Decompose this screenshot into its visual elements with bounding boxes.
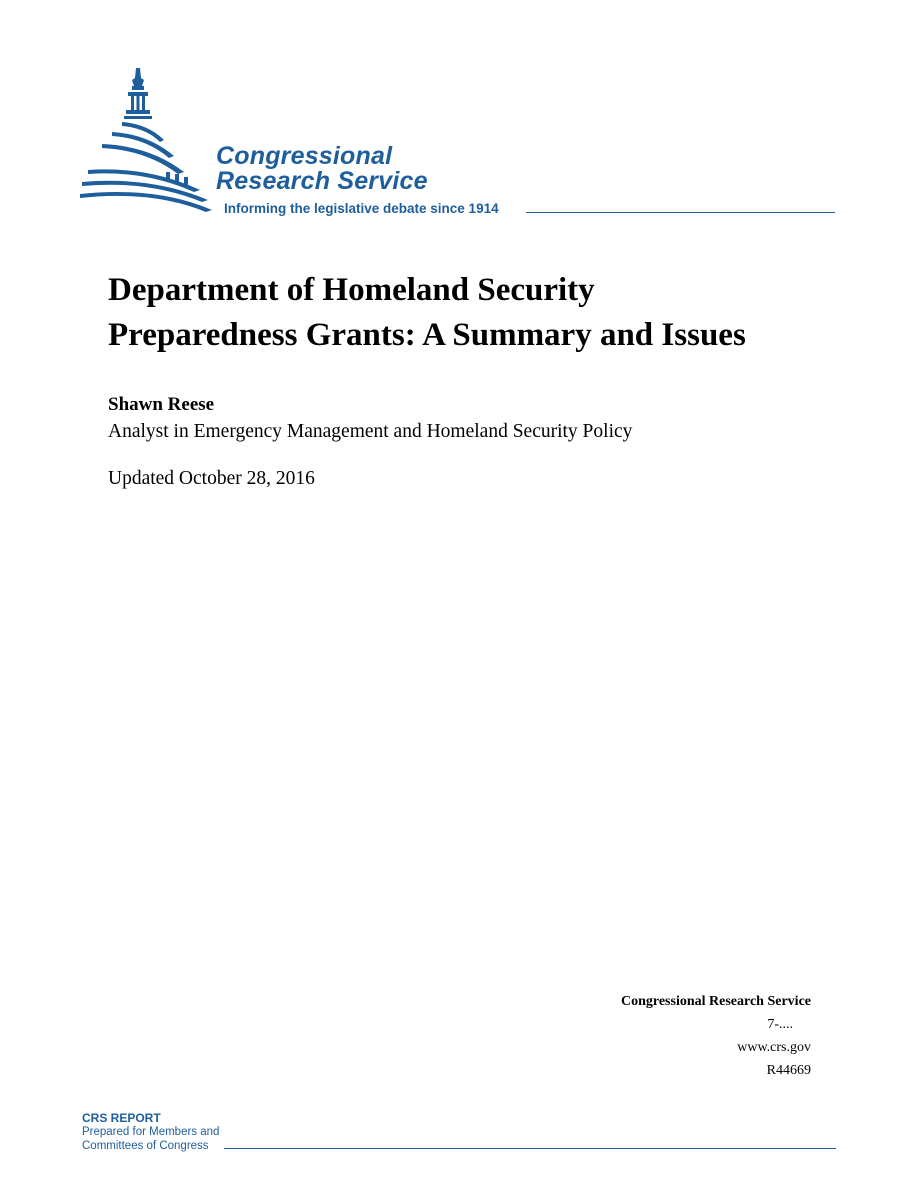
- order-code: 7-....: [767, 1017, 793, 1032]
- crs-logo: [78, 64, 838, 224]
- updated-date: Updated October 28, 2016: [108, 468, 315, 489]
- logo-rule: [526, 212, 835, 213]
- publisher-info: [621, 990, 811, 1082]
- logo-name-line1: Congressional: [216, 142, 393, 170]
- capitol-dome-icon: [78, 64, 218, 219]
- website-link[interactable]: www.crs.gov: [737, 1040, 811, 1055]
- logo-wordmark: [216, 144, 428, 194]
- footer-heading: CRS REPORT: [82, 1111, 161, 1125]
- footer-line2: Committees of Congress: [82, 1140, 209, 1152]
- report-number: R44669: [766, 1063, 811, 1078]
- footer-rule: [224, 1148, 836, 1149]
- logo-name-line2: Research Service: [216, 167, 428, 195]
- crs-report-footer: [82, 1111, 842, 1161]
- report-title-line1: Department of Homeland Security: [108, 272, 595, 308]
- footer-line1: Prepared for Members and: [82, 1126, 220, 1138]
- author-role: Analyst in Emergency Management and Homeland Security Policy: [108, 421, 633, 442]
- author-name: Shawn Reese: [108, 394, 215, 415]
- publisher-org: Congressional Research Service: [620, 994, 811, 1009]
- logo-tagline: Informing the legislative debate since 1914: [224, 201, 499, 216]
- report-title: [108, 268, 868, 358]
- report-title-line2: Preparedness Grants: A Summary and Issues: [108, 317, 746, 353]
